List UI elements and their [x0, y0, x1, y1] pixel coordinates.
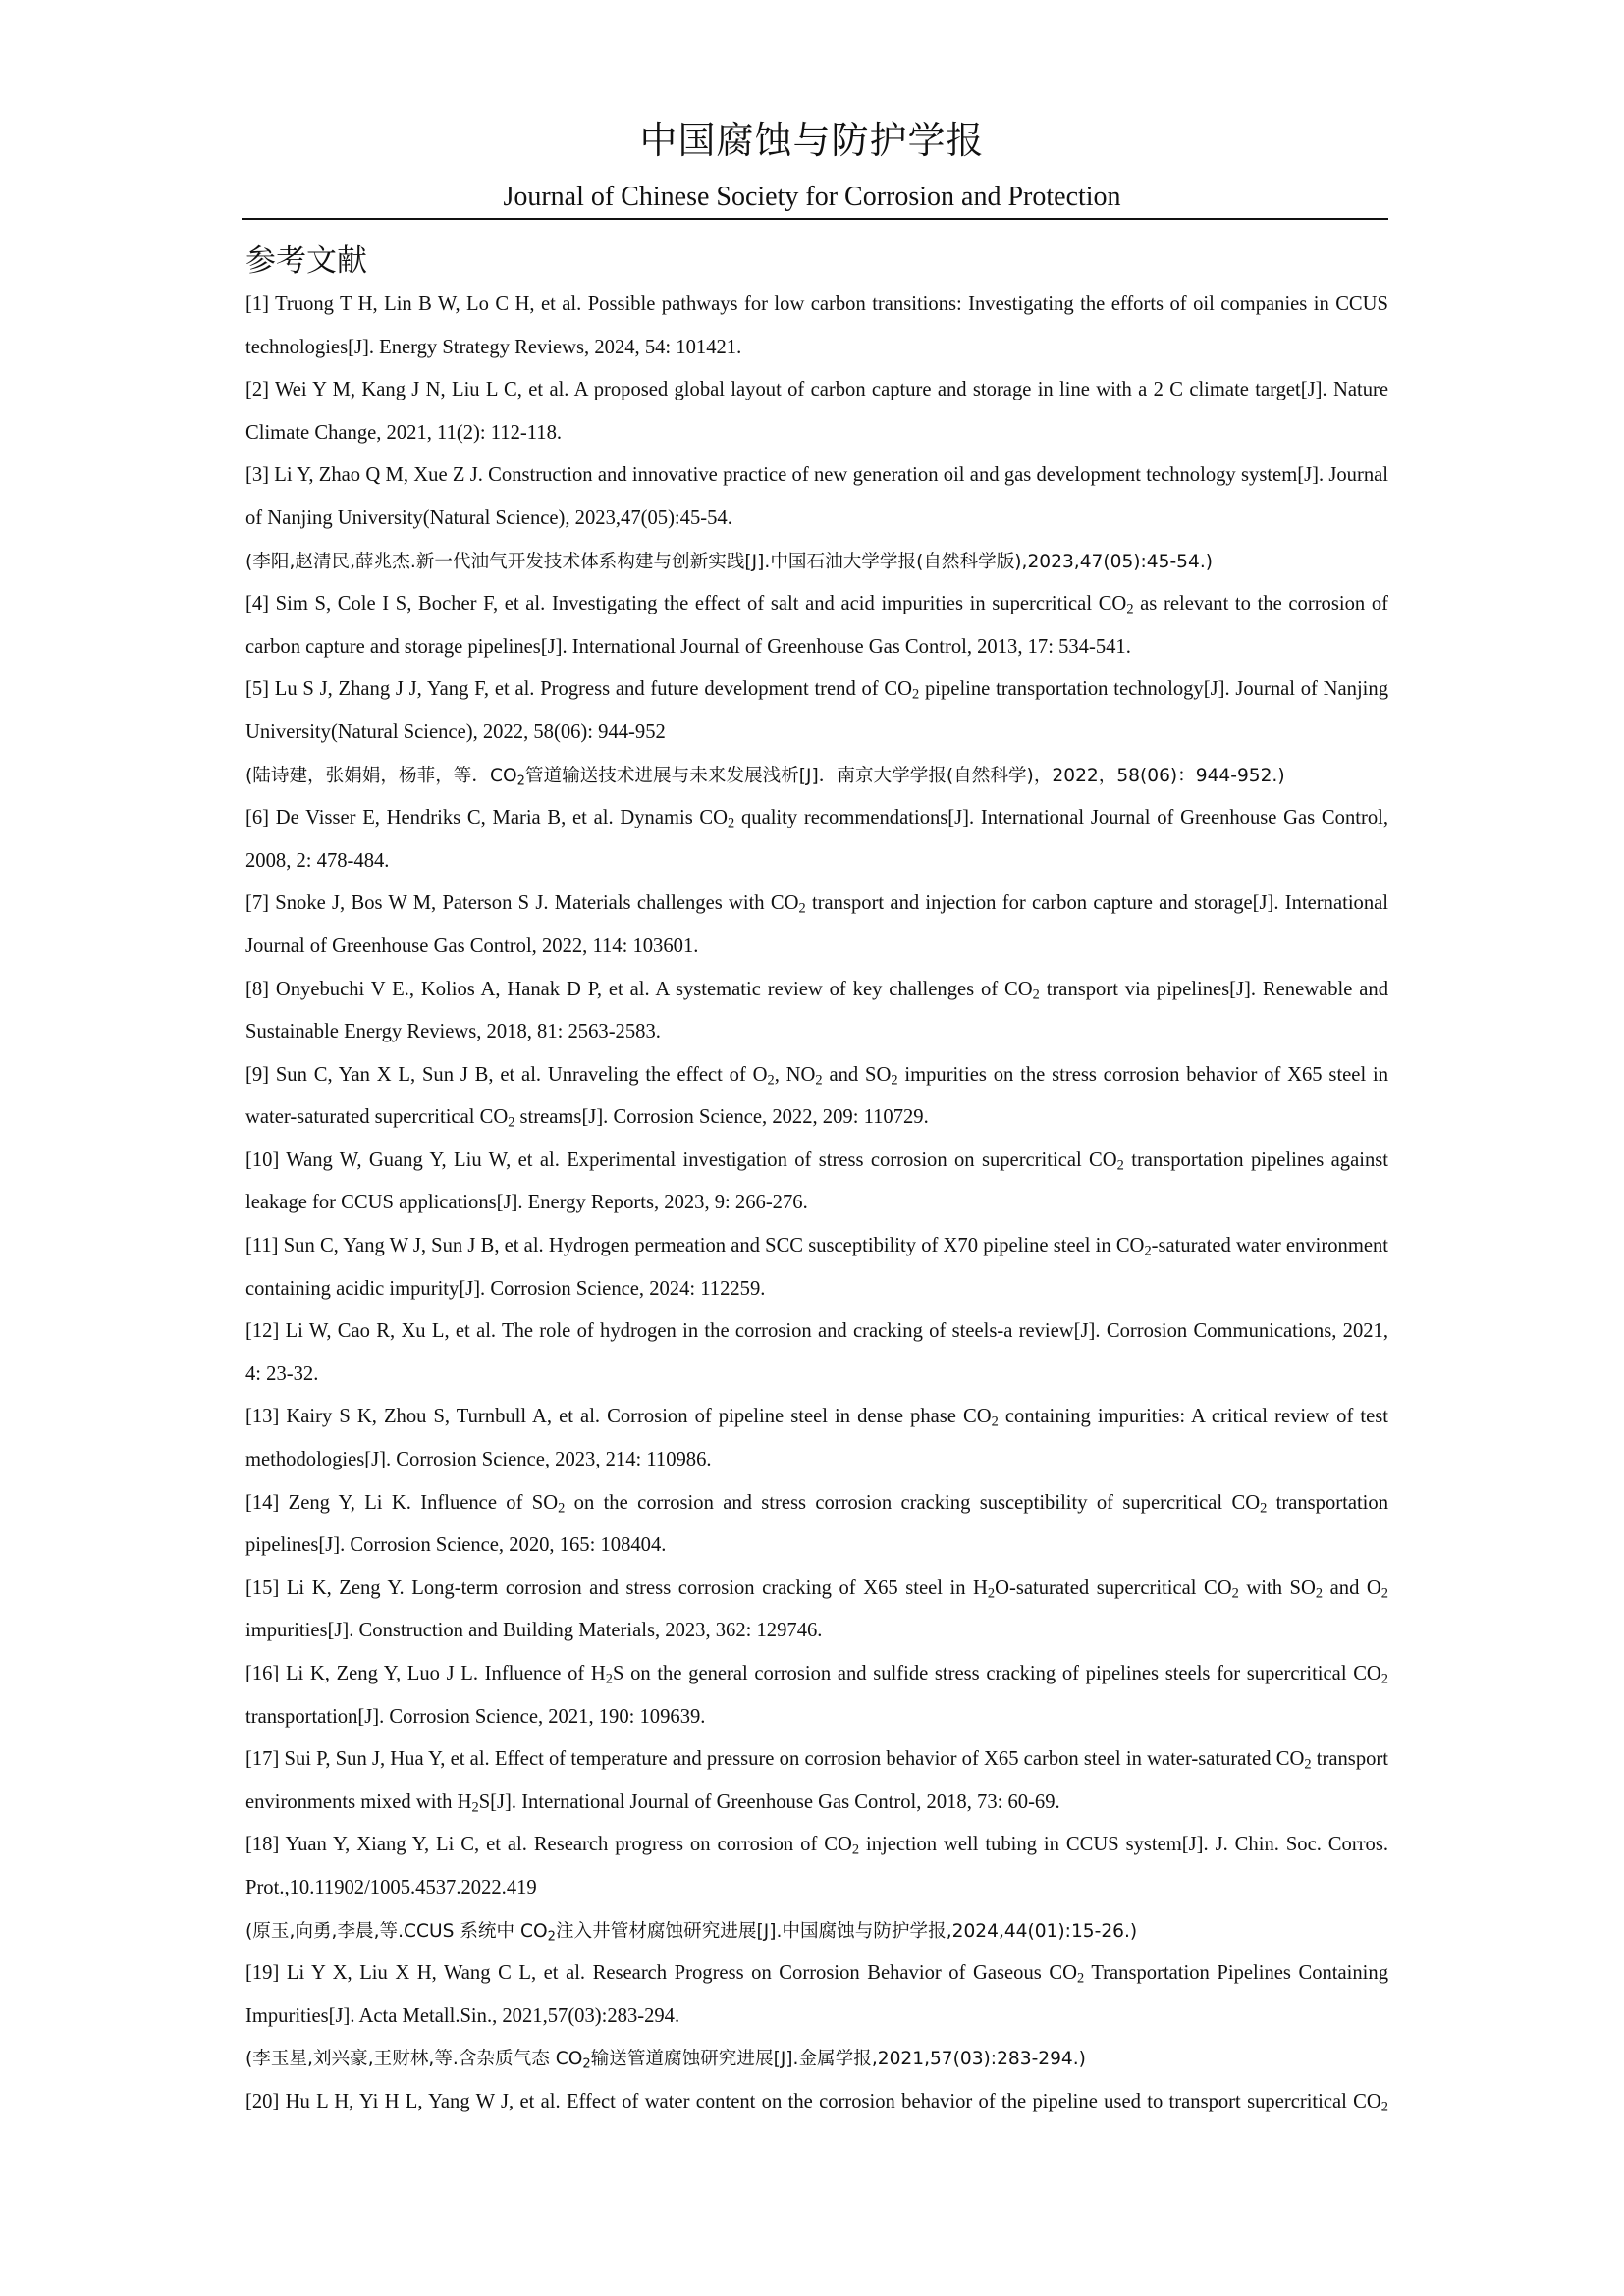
reference-item — [245, 1568, 1388, 1653]
reference-line: [15] Li K, Zeng Y. Long-term corrosion and stress corrosion cracking of X65 steel in $H_2O$-saturated supercritical $CO_2$ with $SO_2$ and $O_2$ — [245, 1576, 1388, 1602]
reference-item — [245, 1824, 1388, 1952]
reference-line: [1] Truong T H, Lin B W, Lo C H, et al. Possible pathways for low carbon transitions: Investigating the efforts of oil companies in CCUS — [245, 294, 1388, 315]
reference-item — [245, 882, 1388, 968]
reference-line: Prot.,10.11902/1005.4537.2022.419 — [245, 1876, 537, 1898]
reference-item — [245, 797, 1388, 882]
reference-item — [245, 1738, 1388, 1824]
reference-line: [11] Sun C, Yang W J, Sun J B, et al. Hydrogen permeation and SCC susceptibility of X70 pipeline steel in $CO_2$-saturated water environment — [245, 1235, 1388, 1259]
reference-item — [245, 668, 1388, 797]
reference-line: [6] De Visser E, Hendriks C, Maria B, et al. Dynamis $CO_2$ quality recommendations[J]. International Journal of Greenhouse Gas Control, — [245, 807, 1388, 831]
reference-line: [7] Snoke J, Bos W M, Paterson S J. Materials challenges with $CO_2$ transport and injection for carbon capture and storage[J]. International — [245, 892, 1388, 917]
reference-item — [245, 1482, 1388, 1568]
reference-line: transportation[J]. Corrosion Science, 2021, 190: 109639. — [245, 1705, 706, 1728]
reference-line: technologies[J]. Energy Strategy Reviews, 2024, 54: 101421. — [245, 336, 742, 358]
reference-line: (李玉星,刘兴豪,王财林,等.含杂质气态 $CO_2$输送管道腐蚀研究进展[J].金属学报,2021,57(03):283-294.) — [245, 2049, 1086, 2072]
reference-line: [9] Sun C, Yan X L, Sun J B, et al. Unraveling the effect of $O_2$, $NO_2$ and $SO_2$ impurities on the stress corrosion behavior of X65 steel in — [245, 1063, 1388, 1089]
section-heading-references: 参考文献 — [245, 243, 367, 279]
reference-line: (陆诗建，张娟娟，杨菲，等．$CO_2$管道输送技术进展与未来发展浅析[J]．南京大学学报(自然科学)，2022，58(06)：944-952.) — [245, 765, 1285, 788]
reference-item — [245, 1310, 1388, 1396]
reference-line: Impurities[J]. Acta Metall.Sin., 2021,57(03):283-294. — [245, 2004, 680, 2027]
reference-line: (原玉,向勇,李晨,等.CCUS 系统中 $CO_2$注入井管材腐蚀研究进展[J].中国腐蚀与防护学报,2024,44(01):15-26.) — [245, 1920, 1138, 1944]
reference-line: (李阳,赵清民,薛兆杰.新一代油气开发技术体系构建与创新实践[J].中国石油大学学报(自然科学版),2023,47(05):45-54.) — [245, 551, 1213, 572]
reference-item — [245, 969, 1388, 1054]
reference-line: [18] Yuan Y, Xiang Y, Li C, et al. Research progress on corrosion of $CO_2$ injection well tubing in CCUS system[J]. J. Chin. Soc. Corros. — [245, 1834, 1388, 1858]
reference-item — [245, 1054, 1388, 1140]
reference-line: water-saturated supercritical $CO_2$ streams[J]. Corrosion Science, 2022, 209: 110729. — [245, 1106, 929, 1131]
reference-item — [245, 1140, 1388, 1225]
reference-line: University(Natural Science), 2022, 58(06): 944-952 — [245, 721, 666, 743]
reference-line: 4: 23-32. — [245, 1362, 319, 1385]
reference-line: [14] Zeng Y, Li K. Influence of $SO_2$ on the corrosion and stress corrosion cracking susceptibility of supercritical $CO_2$ transportation — [245, 1491, 1388, 1517]
reference-line: methodologies[J]. Corrosion Science, 2023, 214: 110986. — [245, 1449, 712, 1471]
reference-item — [245, 2081, 1388, 2124]
reference-item — [245, 1952, 1388, 2081]
reference-line: Journal of Greenhouse Gas Control, 2022, 114: 103601. — [245, 934, 699, 957]
reference-line: [5] Lu S J, Zhang J J, Yang F, et al. Progress and future development trend of $CO_2$ pipeline transportation technology[J]. Journal of Nanjing — [245, 678, 1388, 703]
reference-item — [245, 1396, 1388, 1481]
reference-line: carbon capture and storage pipelines[J]. International Journal of Greenhouse Gas Control, 2013, 17: 534-541. — [245, 635, 1131, 658]
reference-item — [245, 1653, 1388, 1738]
journal-title-cn: 中国腐蚀与防护学报 — [639, 119, 985, 162]
reference-line: [2] Wei Y M, Kang J N, Liu L C, et al. A proposed global layout of carbon capture and storage in line with a 2 C climate target[J]. Nature — [245, 379, 1388, 401]
reference-item — [245, 369, 1388, 454]
reference-line: Sustainable Energy Reviews, 2018, 81: 2563-2583. — [245, 1021, 661, 1043]
reference-line: [20] Hu L H, Yi H L, Yang W J, et al. Effect of water content on the corrosion behavior of the pipeline used to transport supercritical $CO_2$ — [245, 2090, 1388, 2115]
reference-line: [19] Li Y X, Liu X H, Wang C L, et al. Research Progress on Corrosion Behavior of Gaseous $CO_2$ Transportation Pipelines Containing — [245, 1962, 1388, 1987]
reference-line: [4] Sim S, Cole I S, Bocher F, et al. Investigating the effect of salt and acid impurities in supercritical $CO_2$ as relevant to the corrosion of — [245, 593, 1388, 617]
reference-line: [10] Wang W, Guang Y, Liu W, et al. Experimental investigation of stress corrosion on supercritical $CO_2$ transportation pipelines against — [245, 1148, 1388, 1174]
reference-line: [13] Kairy S K, Zhou S, Turnbull A, et al. Corrosion of pipeline steel in dense phase $CO_2$ containing impurities: A critical review of test — [245, 1406, 1388, 1431]
header-divider — [242, 218, 1388, 220]
reference-line: containing acidic impurity[J]. Corrosion Science, 2024: 112259. — [245, 1277, 766, 1300]
journal-title-en: Journal of Chinese Society for Corrosion and Protection — [503, 182, 1121, 212]
reference-item — [245, 1225, 1388, 1310]
reference-item — [245, 454, 1388, 583]
reference-line: [16] Li K, Zeng Y, Luo J L. Influence of $H_2S$ on the general corrosion and sulfide stress cracking of pipelines steels for supercritical $CO_2$ — [245, 1663, 1388, 1687]
reference-line: pipelines[J]. Corrosion Science, 2020, 165: 108404. — [245, 1534, 667, 1557]
reference-line: [12] Li W, Cao R, Xu L, et al. The role of hydrogen in the corrosion and cracking of steels-a review[J]. Corrosion Communications, 2021, — [245, 1320, 1388, 1343]
reference-line: [8] Onyebuchi V E., Kolios A, Hanak D P, et al. A systematic review of key challenges of $CO_2$ transport via pipelines[J]. Renewable and — [245, 978, 1388, 1003]
reference-line: environments mixed with $H_2S[J]$. International Journal of Greenhouse Gas Control, 2018, 73: 60-69. — [245, 1790, 1060, 1816]
reference-line: of Nanjing University(Natural Science), 2023,47(05):45-54. — [245, 507, 732, 529]
reference-line: Climate Change, 2021, 11(2): 112-118. — [245, 421, 563, 444]
reference-line: [3] Li Y, Zhao Q M, Xue Z J. Construction and innovative practice of new generation oil and gas development technology system[J]. Journal — [245, 464, 1388, 487]
reference-line: impurities[J]. Construction and Building Materials, 2023, 362: 129746. — [245, 1620, 823, 1642]
reference-line: 2008, 2: 478-484. — [245, 849, 390, 872]
reference-item — [245, 583, 1388, 668]
reference-line: [17] Sui P, Sun J, Hua Y, et al. Effect of temperature and pressure on corrosion behavior of X65 carbon steel in water-saturated $CO_2$ transport — [245, 1748, 1388, 1773]
reference-list — [245, 284, 1388, 2124]
reference-item — [245, 284, 1388, 369]
reference-line: leakage for CCUS applications[J]. Energy Reports, 2023, 9: 266-276. — [245, 1192, 808, 1214]
